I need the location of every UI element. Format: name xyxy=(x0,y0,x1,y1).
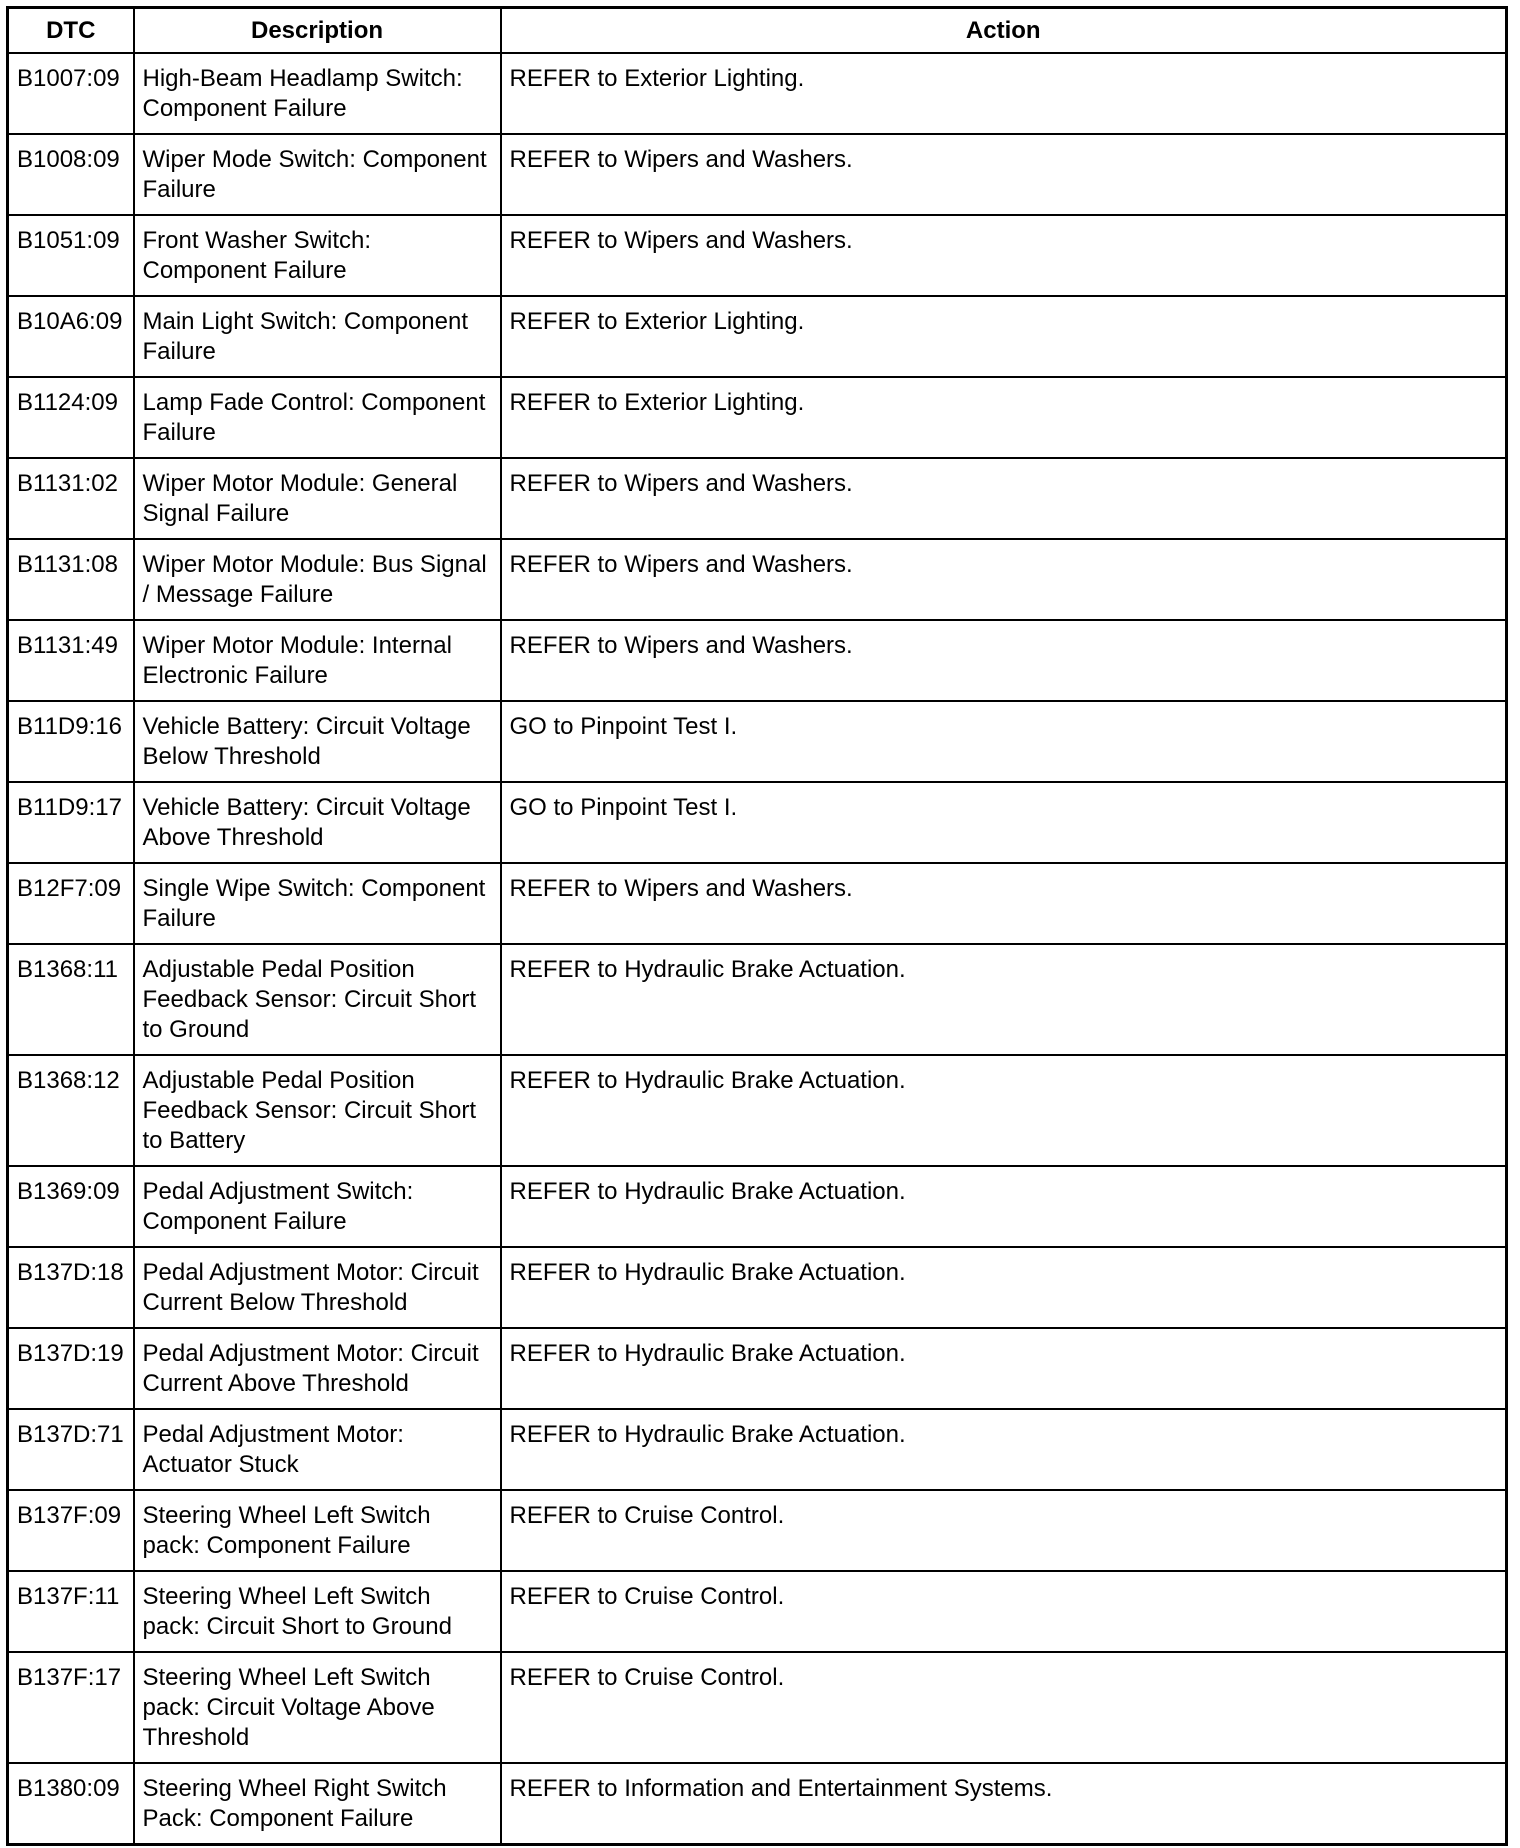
action-cell: REFER to Wipers and Washers. xyxy=(501,863,1507,944)
description-cell: Vehicle Battery: Circuit Voltage Below Threshold xyxy=(134,701,501,782)
action-cell: REFER to Exterior Lighting. xyxy=(501,53,1507,134)
description-cell: Vehicle Battery: Circuit Voltage Above Threshold xyxy=(134,782,501,863)
dtc-code-cell: B137D:19 xyxy=(8,1328,134,1409)
action-cell: REFER to Cruise Control. xyxy=(501,1490,1507,1571)
action-cell: REFER to Cruise Control. xyxy=(501,1652,1507,1763)
table-row xyxy=(8,1763,1507,1845)
table-body xyxy=(8,53,1507,1845)
description-cell: Steering Wheel Left Switch pack: Circuit Voltage Above Threshold xyxy=(134,1652,501,1763)
action-cell: REFER to Hydraulic Brake Actuation. xyxy=(501,1055,1507,1166)
table-row xyxy=(8,863,1507,944)
action-cell: REFER to Wipers and Washers. xyxy=(501,215,1507,296)
dtc-code-cell: B1131:49 xyxy=(8,620,134,701)
description-cell: Adjustable Pedal Position Feedback Sensor: Circuit Short to Ground xyxy=(134,944,501,1055)
description-cell: Pedal Adjustment Switch: Component Failure xyxy=(134,1166,501,1247)
dtc-table xyxy=(6,6,1508,1846)
description-cell: Pedal Adjustment Motor: Actuator Stuck xyxy=(134,1409,501,1490)
dtc-code-cell: B10A6:09 xyxy=(8,296,134,377)
header-dtc: DTC xyxy=(8,8,134,54)
table-row xyxy=(8,1652,1507,1763)
dtc-code-cell: B1368:12 xyxy=(8,1055,134,1166)
description-cell: Adjustable Pedal Position Feedback Sensor: Circuit Short to Battery xyxy=(134,1055,501,1166)
action-cell: REFER to Exterior Lighting. xyxy=(501,377,1507,458)
description-cell: Front Washer Switch: Component Failure xyxy=(134,215,501,296)
dtc-code-cell: B137D:18 xyxy=(8,1247,134,1328)
table-row xyxy=(8,782,1507,863)
table-row xyxy=(8,458,1507,539)
table-row xyxy=(8,296,1507,377)
description-cell: Main Light Switch: Component Failure xyxy=(134,296,501,377)
table-row xyxy=(8,215,1507,296)
action-cell: REFER to Cruise Control. xyxy=(501,1571,1507,1652)
table-row xyxy=(8,134,1507,215)
dtc-code-cell: B11D9:16 xyxy=(8,701,134,782)
dtc-code-cell: B137D:71 xyxy=(8,1409,134,1490)
dtc-code-cell: B1131:08 xyxy=(8,539,134,620)
table-row xyxy=(8,53,1507,134)
dtc-code-cell: B137F:17 xyxy=(8,1652,134,1763)
table-row xyxy=(8,1247,1507,1328)
dtc-code-cell: B1124:09 xyxy=(8,377,134,458)
description-cell: Pedal Adjustment Motor: Circuit Current Above Threshold xyxy=(134,1328,501,1409)
description-cell: Wiper Motor Module: General Signal Failure xyxy=(134,458,501,539)
header-description: Description xyxy=(134,8,501,54)
description-cell: Wiper Motor Module: Internal Electronic Failure xyxy=(134,620,501,701)
dtc-code-cell: B1368:11 xyxy=(8,944,134,1055)
dtc-code-cell: B1380:09 xyxy=(8,1763,134,1845)
dtc-code-cell: B1369:09 xyxy=(8,1166,134,1247)
table-row xyxy=(8,1571,1507,1652)
table-row xyxy=(8,944,1507,1055)
dtc-code-cell: B1131:02 xyxy=(8,458,134,539)
dtc-code-cell: B1008:09 xyxy=(8,134,134,215)
table-row xyxy=(8,701,1507,782)
action-cell: GO to Pinpoint Test I. xyxy=(501,701,1507,782)
action-cell: REFER to Hydraulic Brake Actuation. xyxy=(501,1247,1507,1328)
description-cell: Wiper Motor Module: Bus Signal / Message Failure xyxy=(134,539,501,620)
table-row xyxy=(8,539,1507,620)
dtc-code-cell: B137F:11 xyxy=(8,1571,134,1652)
dtc-code-cell: B1007:09 xyxy=(8,53,134,134)
description-cell: Single Wipe Switch: Component Failure xyxy=(134,863,501,944)
description-cell: Steering Wheel Left Switch pack: Circuit Short to Ground xyxy=(134,1571,501,1652)
table-row xyxy=(8,620,1507,701)
table-row xyxy=(8,1055,1507,1166)
dtc-code-cell: B1051:09 xyxy=(8,215,134,296)
table-row xyxy=(8,1328,1507,1409)
action-cell: REFER to Information and Entertainment Systems. xyxy=(501,1763,1507,1845)
header-action: Action xyxy=(501,8,1507,54)
description-cell: Steering Wheel Right Switch Pack: Component Failure xyxy=(134,1763,501,1845)
dtc-code-cell: B12F7:09 xyxy=(8,863,134,944)
action-cell: REFER to Wipers and Washers. xyxy=(501,539,1507,620)
description-cell: Pedal Adjustment Motor: Circuit Current Below Threshold xyxy=(134,1247,501,1328)
table-row xyxy=(8,377,1507,458)
action-cell: REFER to Hydraulic Brake Actuation. xyxy=(501,1166,1507,1247)
dtc-code-cell: B11D9:17 xyxy=(8,782,134,863)
action-cell: REFER to Exterior Lighting. xyxy=(501,296,1507,377)
table-header-row xyxy=(8,8,1507,54)
action-cell: REFER to Hydraulic Brake Actuation. xyxy=(501,1328,1507,1409)
action-cell: REFER to Hydraulic Brake Actuation. xyxy=(501,944,1507,1055)
table-row xyxy=(8,1490,1507,1571)
action-cell: REFER to Wipers and Washers. xyxy=(501,458,1507,539)
dtc-code-cell: B137F:09 xyxy=(8,1490,134,1571)
description-cell: Steering Wheel Left Switch pack: Component Failure xyxy=(134,1490,501,1571)
description-cell: Wiper Mode Switch: Component Failure xyxy=(134,134,501,215)
table-row xyxy=(8,1409,1507,1490)
description-cell: High-Beam Headlamp Switch: Component Failure xyxy=(134,53,501,134)
action-cell: REFER to Hydraulic Brake Actuation. xyxy=(501,1409,1507,1490)
description-cell: Lamp Fade Control: Component Failure xyxy=(134,377,501,458)
table-row xyxy=(8,1166,1507,1247)
action-cell: REFER to Wipers and Washers. xyxy=(501,620,1507,701)
action-cell: GO to Pinpoint Test I. xyxy=(501,782,1507,863)
action-cell: REFER to Wipers and Washers. xyxy=(501,134,1507,215)
